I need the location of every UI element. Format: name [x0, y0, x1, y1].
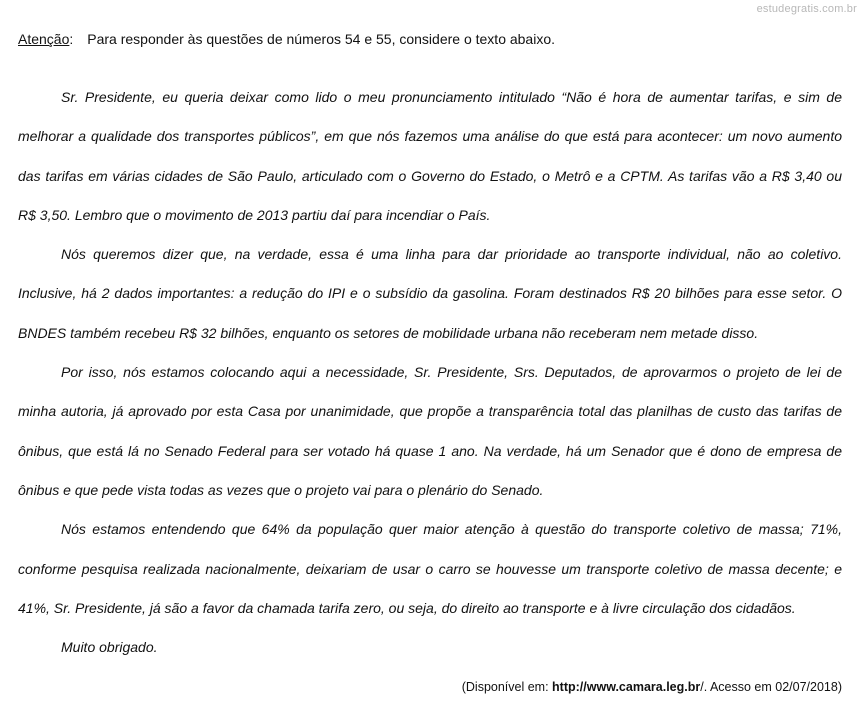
- attention-label: Atenção: [18, 31, 70, 47]
- source-url: http://www.camara.leg.br: [552, 680, 701, 694]
- site-watermark: estudegratis.com.br: [756, 3, 857, 15]
- paragraph-2: Nós queremos dizer que, na verdade, essa é uma linha para dar prioridade ao transporte individual, não ao coletivo. Inclusive, há 2 dados importantes: a redução do IPI e o subsídio da gasolina. Foram destinados R$ 20 bilhões para esse setor. O BNDES também recebeu R$ 32 bilhões, enquanto os setores de mobilidade urbana não receberam nem metade disso.: [18, 246, 842, 341]
- paragraph-4: Nós estamos entendendo que 64% da população quer maior atenção à questão do transporte coletivo de massa; 71%, conforme pesquisa realizada nacionalmente, deixariam de usar o carro se houvesse um transporte coletivo de massa decente; e 41%, Sr. Presidente, já são a favor da chamada tarifa zero, ou seja, do direito ao transporte e à livre circulação dos cidadãos.: [18, 521, 842, 616]
- instruction-text: Para responder às questões de números 54 e 55, considere o texto abaixo.: [87, 31, 556, 47]
- paragraph-1: Sr. Presidente, eu queria deixar como lido o meu pronunciamento intitulado “Não é hora de aumentar tarifas, e sim de melhorar a qualidade dos transportes públicos”, em que nós fazemos uma análise do que está para acontecer: um novo aumento das tarifas em várias cidades de São Paulo, articulado com o Governo do Estado, o Metrô e a CPTM. As tarifas vão a R$ 3,40 ou R$ 3,50. Lembro que o movimento de 2013 partiu daí para incendiar o País.: [18, 89, 842, 223]
- paragraph-3: Por isso, nós estamos colocando aqui a necessidade, Sr. Presidente, Srs. Deputados, de aprovarmos o projeto de lei de minha autoria, já aprovado por esta Casa por unanimidade, que propõe a transparência total das planilhas de custo das tarifas de ônibus, que está lá no Senado Federal para ser votado há quase 1 ano. Na verdade, há um Senador que é dono de empresa de ônibus e que pede vista todas as vezes que o projeto vai para o plenário do Senado.: [18, 364, 842, 498]
- paragraph-5: Muito obrigado.: [61, 639, 158, 656]
- source-suffix: /. Acesso em 02/07/2018): [700, 680, 842, 694]
- instruction-header: [18, 31, 555, 47]
- attention-colon: :: [69, 31, 74, 47]
- source-prefix: (Disponível em:: [461, 680, 553, 694]
- speech-text: [18, 78, 842, 667]
- source-citation: [462, 680, 842, 694]
